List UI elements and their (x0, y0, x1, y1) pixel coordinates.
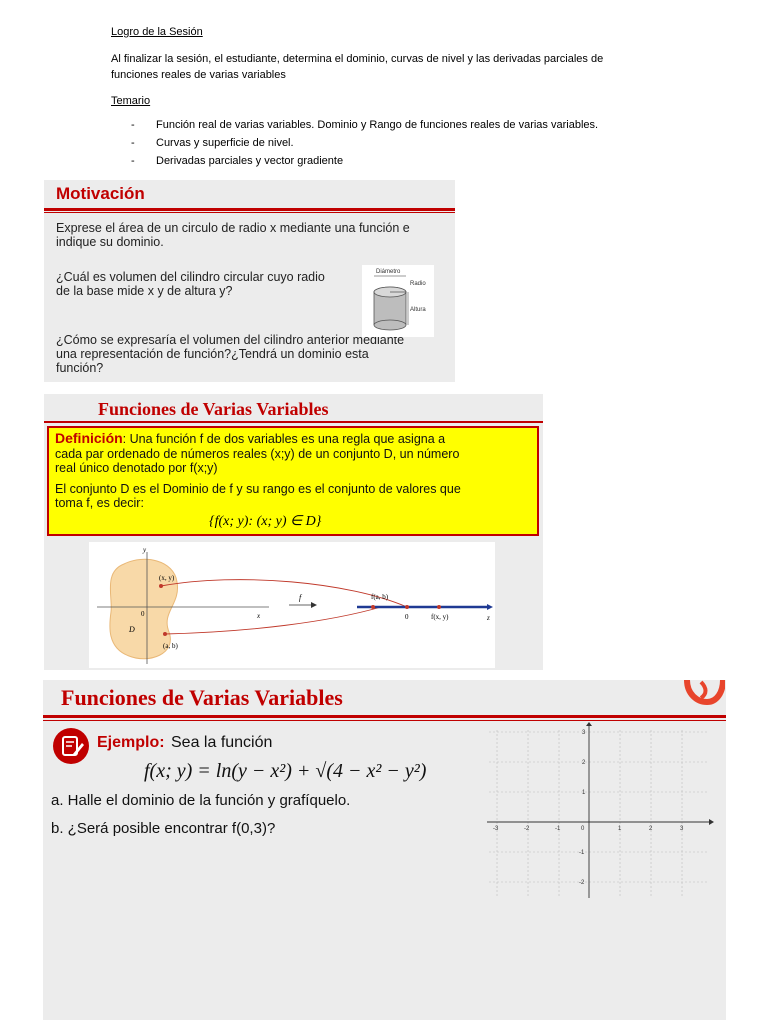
title-rule (44, 421, 543, 423)
motivacion-p3-line3: función? (56, 361, 104, 375)
mapping-f-label: f (299, 593, 302, 602)
title-rule-thin (44, 212, 455, 213)
ejemplo-slide (43, 680, 726, 1020)
motivacion-p1-line2: indique su dominio. (56, 235, 164, 249)
ejemplo-slide-title: Funciones de Varias Variables (61, 685, 343, 710)
question-a: a. Halle el dominio de la función y grafíquelo. (51, 792, 351, 809)
temario-heading: Temario (111, 95, 151, 107)
temario-item-text: Curvas y superficie de nivel. (156, 137, 294, 149)
motivacion-p2-line2: de la base mide x y de altura y? (56, 284, 233, 298)
logro-body-line2: funciones reales de varias variables (111, 69, 286, 81)
temario-item (0, 155, 768, 171)
ejemplo-label: Ejemplo: (97, 734, 165, 751)
axis-y-label: y (143, 546, 147, 554)
definition-line2: cada par ordenado de números reales (x;y) de un conjunto D, un número (55, 447, 460, 461)
temario-item (0, 119, 768, 135)
bullet-dash: - (131, 155, 135, 167)
y-tick: -1 (579, 850, 585, 856)
point-ab-label: (a, b) (163, 642, 178, 650)
definition-line3: real único denotado por f(x;y) (55, 461, 218, 475)
cartesian-grid (483, 722, 715, 902)
pencil-note-icon (53, 728, 89, 764)
x-tick: 0 (581, 826, 585, 832)
ejemplo-intro: Sea la función (171, 734, 273, 751)
range-set: {f(x; y): (x; y) ∈ D} (209, 514, 322, 529)
y-tick: 3 (582, 730, 586, 736)
diametro-label: Diámetro (376, 269, 401, 275)
definition-line5: toma f, es decir: (55, 496, 144, 510)
y-tick: 2 (582, 760, 586, 766)
y-tick: -2 (579, 880, 585, 886)
axis-x-label: x (257, 612, 261, 620)
bullet-dash: - (131, 119, 135, 131)
temario-item (0, 137, 768, 153)
axis-z-label: z (487, 614, 490, 622)
definition-line1-text: : Una función f de dos variables es una regla que asigna a (122, 432, 446, 446)
motivacion-p2-line1: ¿Cuál es volumen del cilindro circular cuyo radio (56, 270, 325, 284)
logro-heading: Logro de la Sesión (111, 26, 203, 38)
title-rule-thin (43, 720, 726, 721)
y-tick: 1 (582, 790, 586, 796)
title-rule (43, 715, 726, 718)
origin-label: 0 (141, 610, 145, 618)
temario-item-text: Función real de varias variables. Dominio y Rango de funciones reales de varias variables. (156, 119, 599, 131)
cylinder-figure (362, 265, 434, 337)
motivacion-p3-line2: una representación de función?¿Tendrá un dominio esta (56, 347, 369, 361)
x-tick: -2 (524, 826, 530, 832)
motivacion-p1-line1: Exprese el área de un circulo de radio x mediante una función e (56, 221, 410, 235)
definition-head: Definición (55, 430, 123, 446)
definition-box (47, 426, 539, 536)
temario-item-text: Derivadas parciales y vector gradiente (156, 155, 344, 167)
definition-line4: El conjunto D es el Dominio de f y su rango es el conjunto de valores que (55, 482, 461, 496)
x-tick: 2 (649, 826, 653, 832)
point-xy-label: (x, y) (159, 574, 175, 582)
function-mapping-diagram (89, 542, 495, 668)
radio-label: Radio (410, 281, 426, 287)
title-rule (44, 208, 455, 211)
x-tick: -3 (493, 826, 499, 832)
logro-body-line1: Al finalizar la sesión, el estudiante, determina el dominio, curvas de nivel y las derivadas parciales de (111, 53, 604, 65)
x-tick: 1 (618, 826, 622, 832)
motivacion-slide (44, 180, 455, 382)
university-logo (683, 680, 725, 706)
function-formula: f(x; y) = ln(y − x²) + √(4 − x² − y²) (144, 760, 427, 782)
motivacion-title: Motivación (56, 184, 145, 203)
z-zero-label: 0 (405, 613, 409, 621)
definicion-slide-title: Funciones de Varias Variables (98, 399, 329, 419)
question-b: b. ¿Será posible encontrar f(0,3)? (51, 820, 276, 837)
definition-line1 (55, 431, 445, 446)
fab-label: f(a, b) (371, 593, 389, 601)
fxy-label: f(x, y) (431, 613, 449, 621)
x-tick: 3 (680, 826, 684, 832)
x-tick: -1 (555, 826, 561, 832)
domain-D-label: D (129, 625, 135, 634)
definicion-slide (44, 394, 543, 670)
motivacion-p3-line1: ¿Cómo se expresaría el volumen del cilindro anterior mediante (56, 333, 405, 347)
altura-label: Altura (410, 307, 426, 313)
bullet-dash: - (131, 137, 135, 149)
